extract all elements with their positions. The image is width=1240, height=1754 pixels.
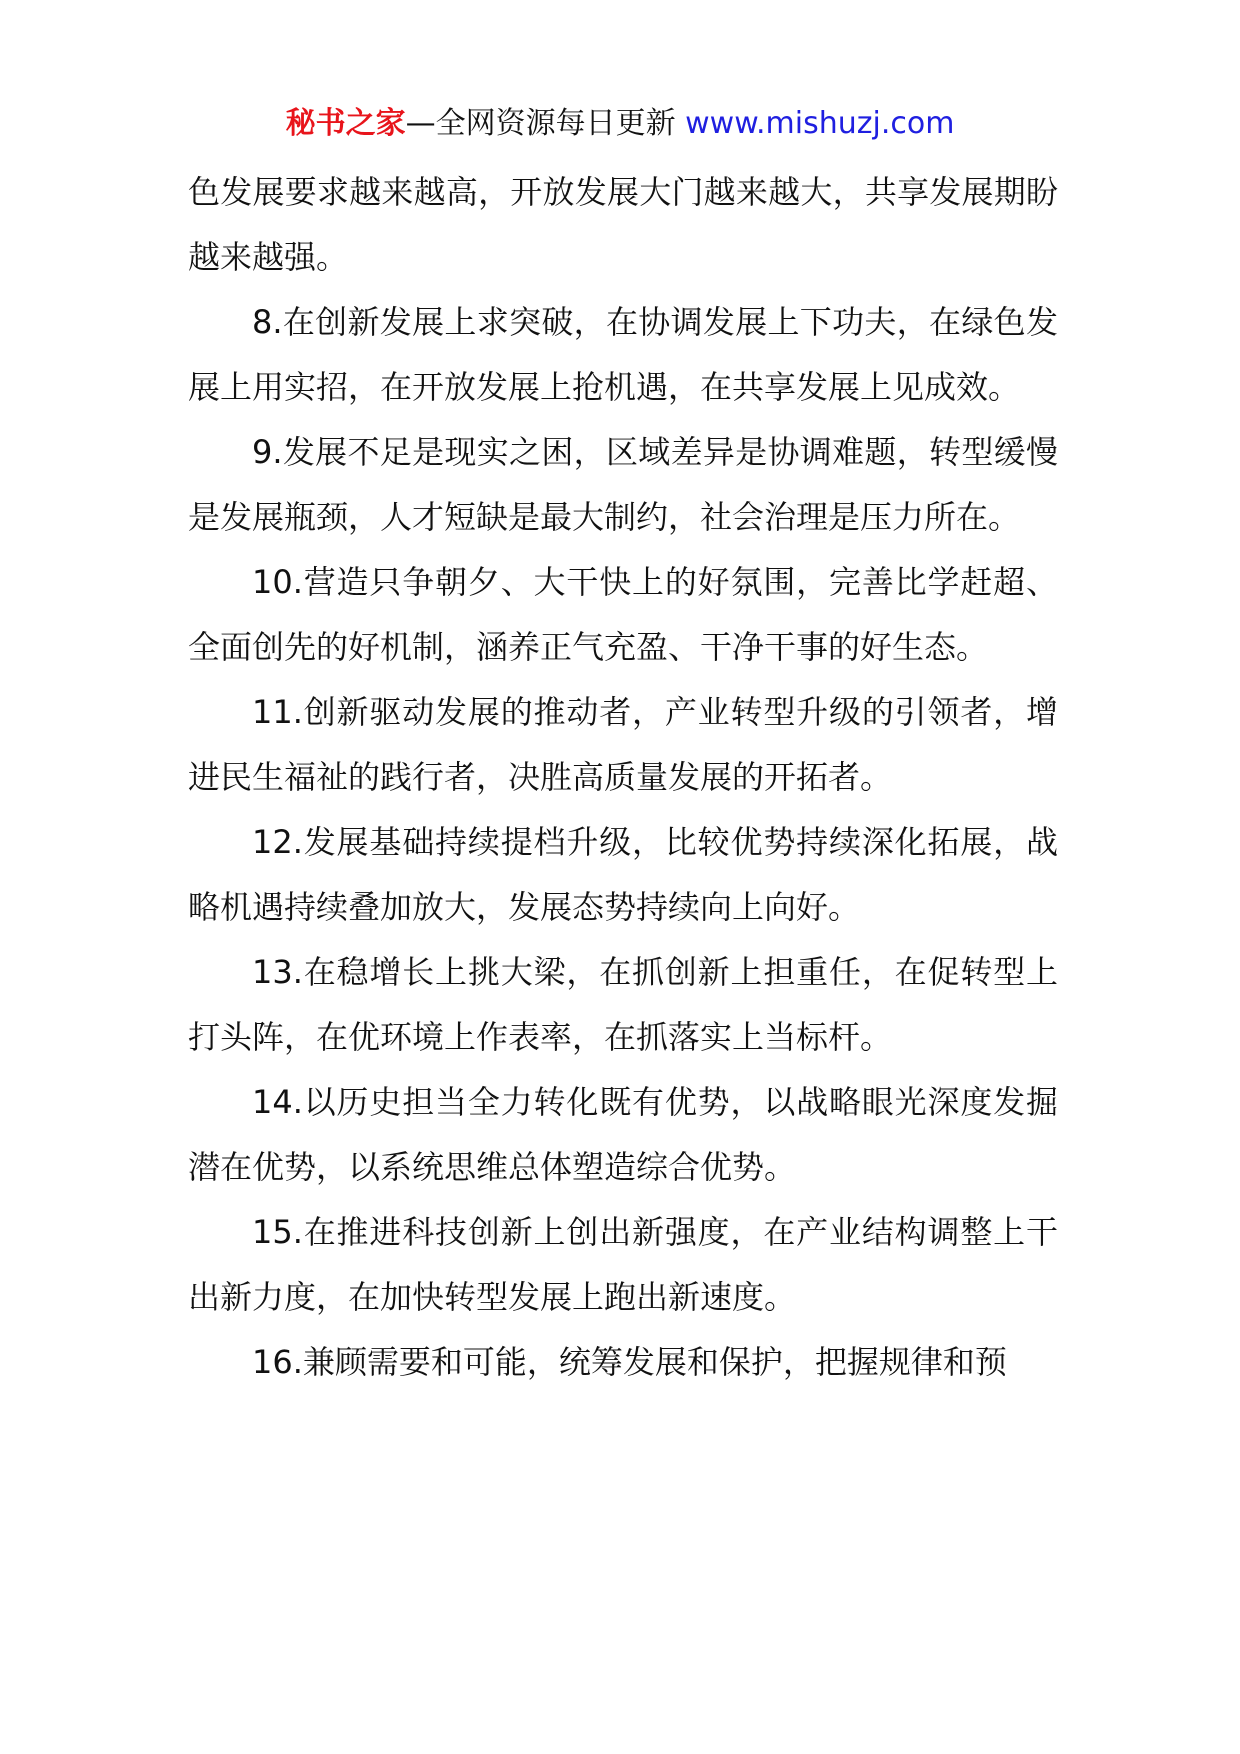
page-header <box>0 100 1240 148</box>
paragraph-item-14: 14.以历史担当全力转化既有优势，以战略眼光深度发掘潜在优势，以系统思维总体塑造综合优势。 <box>188 1083 1058 1186</box>
paragraph-item-13: 13.在稳增长上挑大梁，在抓创新上担重任，在促转型上打头阵，在优环境上作表率，在抓落实上当标杆。 <box>188 953 1058 1056</box>
paragraph-continuation: 色发展要求越来越高，开放发展大门越来越大，共享发展期盼越来越强。 <box>188 173 1058 276</box>
header-brand: 秘书之家 <box>285 106 406 141</box>
document-body <box>188 160 1058 1395</box>
paragraph-item-15: 15.在推进科技创新上创出新强度，在产业结构调整上干出新力度，在加快转型发展上跑出新速度。 <box>188 1213 1058 1316</box>
paragraph-item-8: 8.在创新发展上求突破，在协调发展上下功夫，在绿色发展上用实招，在开放发展上抢机遇，在共享发展上见成效。 <box>188 303 1058 406</box>
header-slogan: —全网资源每日更新 <box>405 106 686 141</box>
header-url-link[interactable]: www.mishuzj.com <box>685 106 955 141</box>
paragraph-item-10: 10.营造只争朝夕、大干快上的好氛围，完善比学赶超、全面创先的好机制，涵养正气充盈、干净干事的好生态。 <box>188 563 1058 666</box>
paragraph-item-16: 16.兼顾需要和可能，统筹发展和保护，把握规律和预 <box>252 1343 1007 1381</box>
paragraph-item-9: 9.发展不足是现实之困，区域差异是协调难题，转型缓慢是发展瓶颈，人才短缺是最大制约，社会治理是压力所在。 <box>188 433 1058 536</box>
paragraph-item-11: 11.创新驱动发展的推动者，产业转型升级的引领者，增进民生福祉的践行者，决胜高质量发展的开拓者。 <box>188 693 1058 796</box>
paragraph-item-12: 12.发展基础持续提档升级，比较优势持续深化拓展，战略机遇持续叠加放大，发展态势持续向上向好。 <box>188 823 1058 926</box>
